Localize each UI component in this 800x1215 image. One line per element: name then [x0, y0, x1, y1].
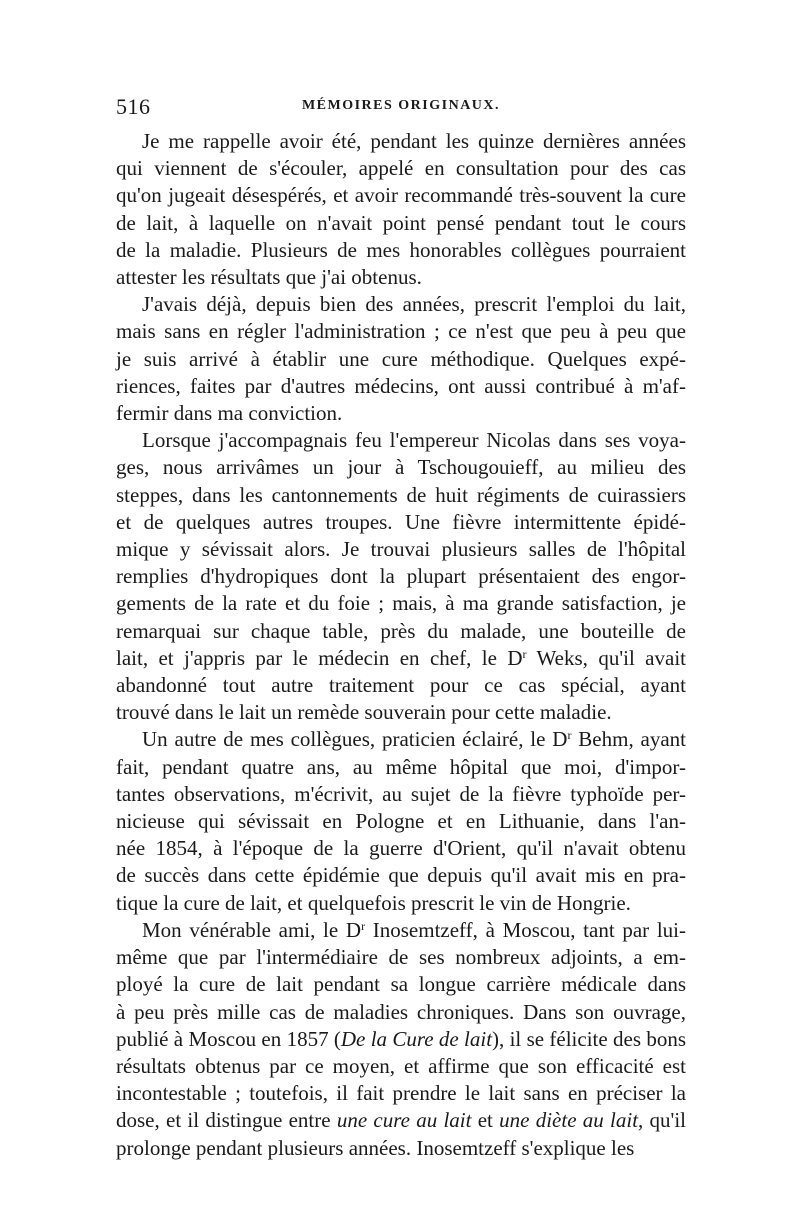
text-line: nicieuse qui sévissait en Pologne et en Lithuanie, dans l'an- [116, 809, 686, 834]
text-line: Je me rappelle avoir été, pendant les quinze dernières années [142, 129, 686, 153]
text-line [116, 1026, 686, 1053]
text-line: à peu près mille cas de maladies chroniques. Dans son ouvrage, [116, 999, 686, 1024]
page-header [116, 94, 686, 124]
paragraph [116, 917, 686, 1162]
text-line: et de quelques autres troupes. Une fièvre intermittente épidé- [116, 509, 686, 534]
paragraph [116, 291, 686, 427]
text-line: abandonné tout autre traitement pour ce cas spécial, ayant [116, 673, 686, 698]
text-line: prolonge pendant plusieurs années. Inosemtzeff s'explique les [116, 1135, 635, 1160]
italic-title: une diète au lait [499, 1108, 639, 1133]
text-segment: Behm, ayant [571, 727, 687, 752]
text-line: steppes, dans les cantonnements de huit régiments de cuirassiers [116, 482, 686, 507]
text-segment: Mon vénérable ami, le D [142, 917, 362, 942]
text-line: ges, nous arrivâmes un jour à Tschougouieff, au milieu des [116, 455, 686, 480]
text-line: incontestable ; toutefois, il fait prendre le lait sans en préciser la [116, 1081, 686, 1106]
body-text [116, 128, 686, 1162]
text-segment: , qu'il [638, 1108, 687, 1133]
paragraph [116, 427, 686, 726]
text-line [116, 645, 686, 672]
text-line: tantes observations, m'écrivit, au sujet de la fièvre typhoïde per- [116, 781, 686, 806]
text-line: mais sans en régler l'administration ; ce n'est que peu à peu que [116, 319, 686, 344]
superscript: r [567, 728, 572, 743]
text-line: qui viennent de s'écouler, appelé en consultation pour des cas [116, 156, 686, 181]
text-line: tique la cure de lait, et quelquefois prescrit le vin de Hongrie. [116, 890, 631, 915]
text-segment: et [471, 1108, 500, 1133]
text-line: gements de la rate et du foie ; mais, à ma grande satisfaction, je [116, 591, 686, 616]
text-line: mique y sévissait alors. Je trouvai plusieurs salles de l'hôpital [116, 537, 686, 562]
text-line: de lait, à laquelle on n'avait point pensé pendant tout le cours [116, 210, 686, 235]
text-line: trouvé dans le lait un remède souverain pour cette maladie. [116, 700, 612, 725]
text-segment: ), il se félicite des bons [492, 1026, 686, 1051]
text-segment: Weks, qu'il avait [526, 645, 686, 670]
text-line: remarquai sur chaque table, près du malade, une bouteille de [116, 618, 686, 643]
text-line: ployé la cure de lait pendant sa longue carrière médicale dans [116, 972, 686, 997]
paragraph [116, 128, 686, 291]
text-line: de la maladie. Plusieurs de mes honorables collègues pourraient [116, 237, 686, 262]
text-line: de succès dans cette épidémie que depuis qu'il avait mis en pra- [116, 863, 686, 888]
text-line: fermir dans ma conviction. [116, 401, 343, 426]
text-line: je suis arrivé à établir une cure méthodique. Quelques expé- [116, 346, 686, 371]
superscript: r [361, 918, 366, 933]
text-line: née 1854, à l'époque de la guerre d'Orient, qu'il n'avait obtenu [116, 836, 686, 861]
paragraph [116, 726, 686, 916]
text-segment: Inosemtzeff, à Moscou, tant par lui- [365, 917, 686, 942]
text-line [116, 1107, 686, 1134]
text-line: résultats obtenus par ce moyen, et affirme que son efficacité est [116, 1053, 686, 1078]
text-segment: Un autre de mes collègues, praticien éclairé, le D [142, 727, 568, 752]
text-line: fait, pendant quatre ans, au même hôpital que moi, d'impor- [116, 754, 686, 779]
italic-title: De la Cure de lait [340, 1026, 493, 1051]
text-line: attester les résultats que j'ai obtenus. [116, 265, 422, 290]
text-line: J'avais déjà, depuis bien des années, prescrit l'emploi du lait, [142, 292, 686, 317]
text-segment: publié à Moscou en 1857 ( [116, 1026, 341, 1051]
running-head: MÉMOIRES ORIGINAUX. [301, 98, 501, 113]
text-line [116, 917, 686, 944]
text-line: même que par l'intermédiaire de ses nombreux adjoints, a em- [116, 945, 686, 970]
text-line [116, 726, 686, 753]
text-segment: dose, et il distingue entre [116, 1108, 337, 1133]
text-line: qu'on jugeait désespérés, et avoir recommandé très-souvent la cure [116, 183, 686, 208]
text-line: remplies d'hydropiques dont la plupart présentaient des engor- [116, 564, 686, 589]
page-number: 516 [116, 94, 151, 119]
text-line: riences, faites par d'autres médecins, ont aussi contribué à m'af- [116, 373, 686, 398]
italic-title: une cure au lait [336, 1108, 472, 1133]
text-line: Lorsque j'accompagnais feu l'empereur Nicolas dans ses voya- [142, 428, 686, 453]
text-segment: lait, et j'appris par le médecin en chef, le D [116, 645, 523, 670]
superscript: r [522, 646, 527, 661]
